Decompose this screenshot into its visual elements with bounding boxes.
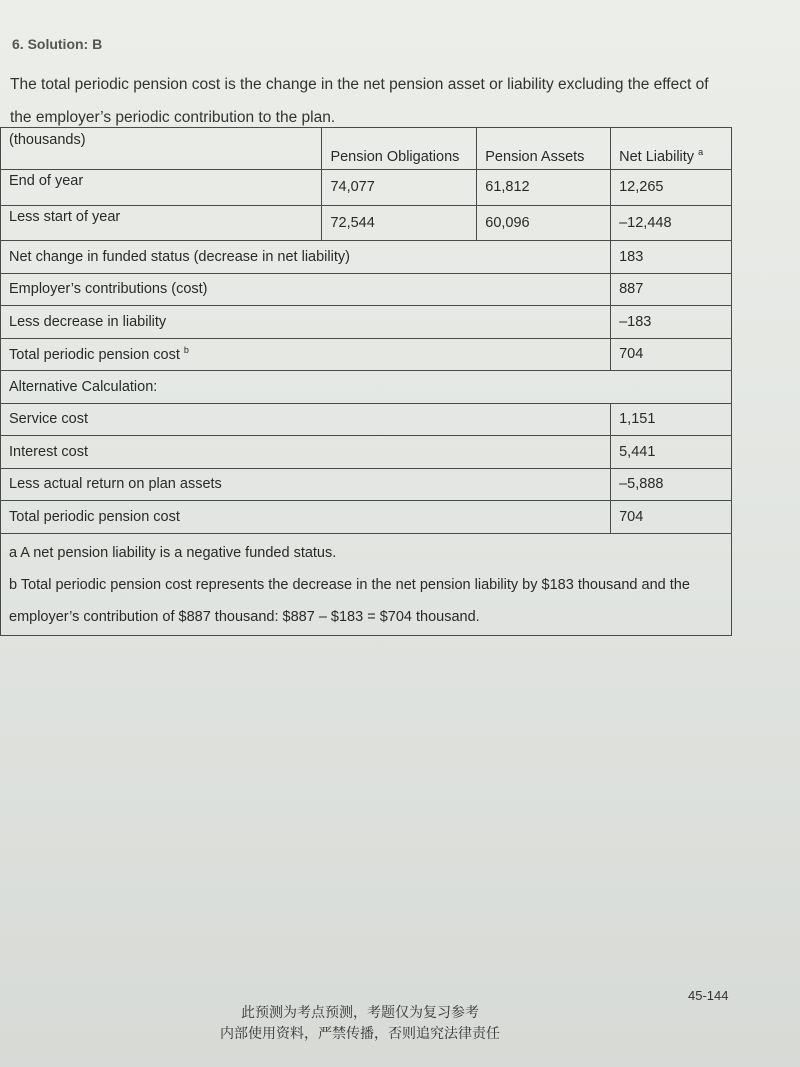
row-label: Total periodic pension cost xyxy=(1,501,611,534)
end-assets: 61,812 xyxy=(477,170,611,206)
row-value: 1,151 xyxy=(611,403,732,436)
end-obligations: 74,077 xyxy=(322,170,477,206)
intro-paragraph: The total periodic pension cost is the change in the net pension asset or liability excluding the effect of the employer’s periodic contribution to the plan. xyxy=(10,76,709,126)
table-row xyxy=(1,501,732,534)
header-pension-assets: Pension Assets xyxy=(477,128,611,170)
row-label-start-of-year: Less start of year xyxy=(1,205,322,241)
row-label: Net change in funded status (decrease in net liability) xyxy=(1,241,611,274)
row-value: 5,441 xyxy=(611,436,732,469)
row-label: Less decrease in liability xyxy=(1,306,611,339)
row-label: Interest cost xyxy=(1,436,611,469)
row-label: Employer’s contributions (cost) xyxy=(1,273,611,306)
table-row xyxy=(1,371,732,404)
solution-heading: 6. Solution: B xyxy=(12,36,103,52)
table-notes-row xyxy=(1,533,732,635)
start-net: –12,448 xyxy=(611,205,732,241)
alternative-calculation-label: Alternative Calculation: xyxy=(1,371,732,404)
table-row xyxy=(1,436,732,469)
header-net-liability-label: Net Liability xyxy=(619,149,695,165)
watermark-footer xyxy=(200,1003,520,1045)
row-label-end-of-year: End of year xyxy=(1,170,322,206)
header-net-liability xyxy=(611,128,732,170)
end-net: 12,265 xyxy=(611,170,732,206)
header-pension-obligations: Pension Obligations xyxy=(322,128,477,170)
row-value: 704 xyxy=(611,338,732,371)
footer-line-2: 内部使用资料，严禁传播，否则追究法律责任 xyxy=(220,1026,500,1042)
row-value: 704 xyxy=(611,501,732,534)
row-label-total xyxy=(1,338,611,371)
row-label: Service cost xyxy=(1,403,611,436)
start-assets: 60,096 xyxy=(477,205,611,241)
row-value: –183 xyxy=(611,306,732,339)
table-row xyxy=(1,306,732,339)
page-number: 45-144 xyxy=(688,988,729,1003)
table-row xyxy=(1,170,732,206)
table-row xyxy=(1,205,732,241)
footnote-marker-a: a xyxy=(698,147,704,158)
table-row xyxy=(1,338,732,371)
table-row xyxy=(1,241,732,274)
table-row xyxy=(1,403,732,436)
table-notes xyxy=(1,533,732,635)
start-obligations: 72,544 xyxy=(322,205,477,241)
table-row xyxy=(1,468,732,501)
footer-line-1: 此预测为考点预测，考题仅为复习参考 xyxy=(241,1005,479,1021)
total-label: Total periodic pension cost xyxy=(9,347,180,364)
table-row xyxy=(1,273,732,306)
footnote-marker-b: b xyxy=(183,345,189,356)
footnote-b: b Total periodic pension cost represents the decrease in the net pension liability by $183 thousand and the employer’s contribution of $887 thousand: $887 – $183 = $704 thousand. xyxy=(9,576,690,625)
pension-table xyxy=(0,127,732,636)
row-label: Less actual return on plan assets xyxy=(1,468,611,501)
row-value: –5,888 xyxy=(611,468,732,501)
footnote-a: a A net pension liability is a negative funded status. xyxy=(9,544,337,561)
header-thousands: (thousands) xyxy=(1,128,322,170)
table-header-row xyxy=(1,128,732,170)
row-value: 887 xyxy=(611,273,732,306)
row-value: 183 xyxy=(611,241,732,274)
